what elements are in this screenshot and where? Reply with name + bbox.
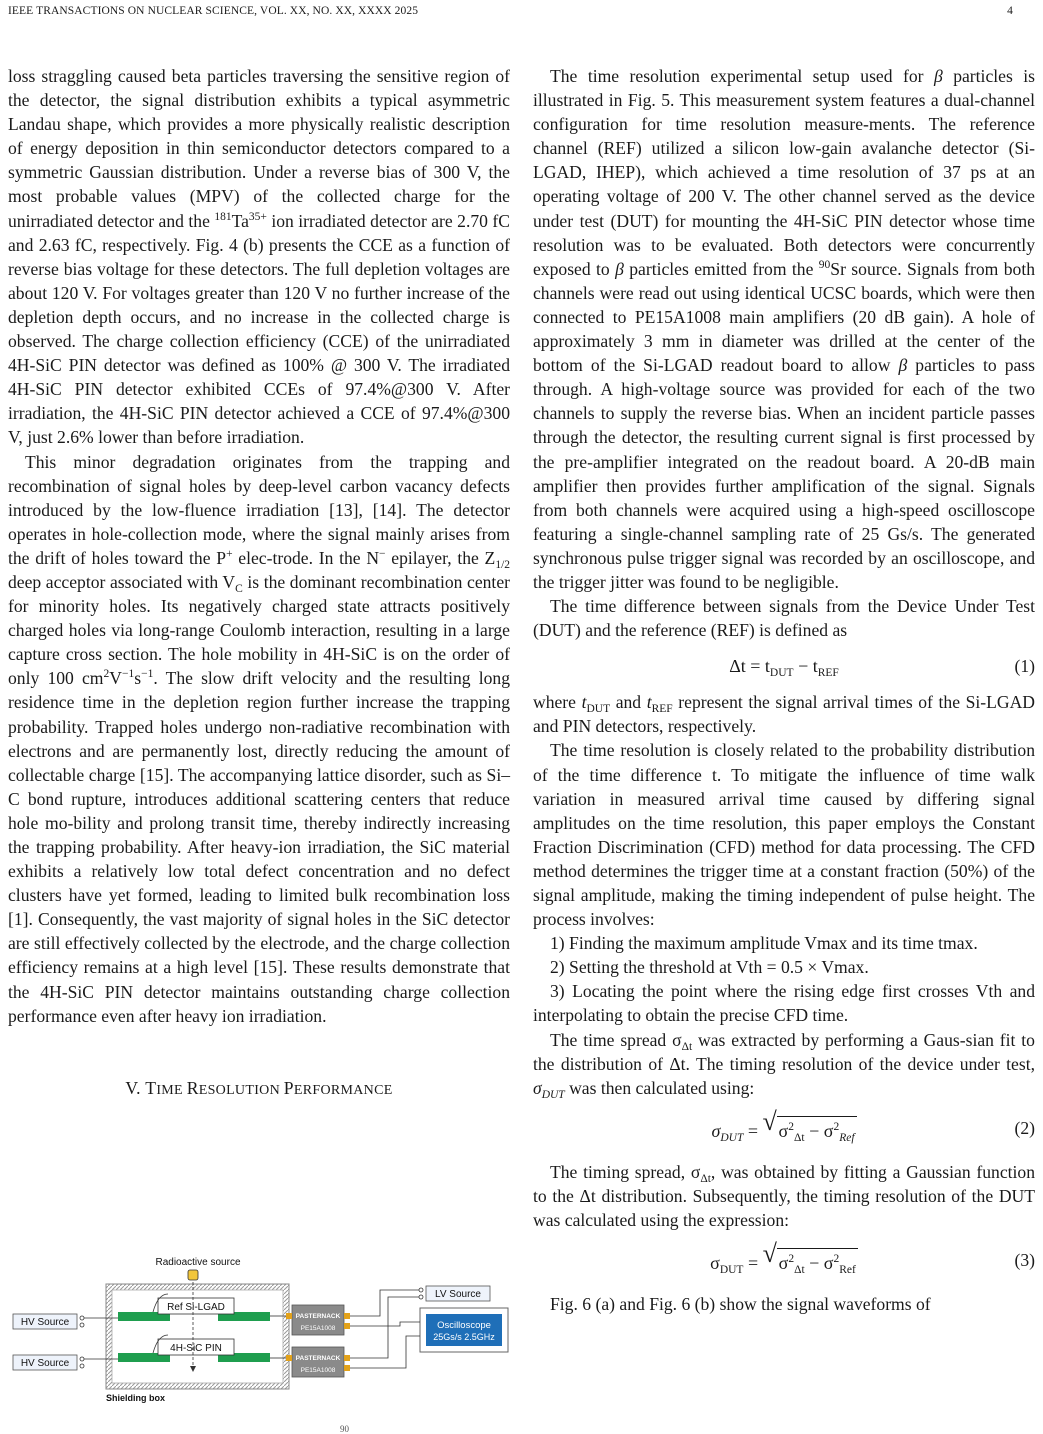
- paragraph: The time resolution is closely related to the probability distribution of the time difference t. To mitigate the influence of time walk variation in measured arrival time caused by differing signal amplitudes on the time resolution, this paper employs the Constant Fraction Discrimination (CFD) method for data processing. The CFD method determines the trigger time at a constant fraction (50%) of the signal amplitude, making the timing independent of pulse height. The process involves:: [533, 740, 1035, 930]
- amplifier-2-brand: PASTERNACK: [295, 1355, 341, 1362]
- journal-title: IEEE TRANSACTIONS ON NUCLEAR SCIENCE, VOL. XX, NO. XX, XXXX 2025: [8, 5, 419, 17]
- list-item: 3) Locating the point where the rising edge first crosses Vth and interpolating to obtain the precise CFD time.: [533, 981, 1035, 1026]
- paragraph: The time resolution experimental setup used for β particles is illustrated in Fig. 5. This measurement system features a dual-channel configuration for time resolution measure-ments. The reference channel (REF) utilized a silicon low-gain avalanche detector (Si-LGAD, IHEP), which achieved a time resolution of 37 ps at an operating voltage of 200 V. The other channel served as the device under test (DUT) for mounting the 4H-SiC PIN detector whose time resolution was to be evaluated. Both detectors were concurrently exposed to β particles emitted from the $^{90}$Sr source. Signals from both channels were read out using identical UCSC boards, which were then connected to PE15A1008 main amplifiers (20 dB gain). A hole of approximately 3 mm in diameter was drilled at the center of the bottom of the Si-LGAD readout board to allow β particles to pass through. A high-voltage source was provided for each of the two channels to supply the reverse bias. When an incident particle passes through the detector, the resulting current signal is first processed by the pre-amplifier integrated on the readout board. A 20-dB main amplifier then provides further amplification of the signal. Signals from both channels were acquired using a high-speed oscilloscope featuring a single-channel sampling rate of 25 Gs/s. The generated synchronous pulse trigger signal was recorded by an oscilloscope, and the trigger jitter was found to be negligible.: [533, 66, 1036, 592]
- amplifier-1-brand: PASTERNACK: [295, 1313, 341, 1320]
- lv-source-label: LV Source: [435, 1289, 481, 1300]
- right-column: [533, 64, 1035, 1316]
- section-heading: V. TIME RESOLUTION PERFORMANCE: [125, 1077, 393, 1098]
- equation-number: (3): [1014, 1250, 1035, 1271]
- equation-number: (2): [1014, 1117, 1035, 1138]
- paragraph: where $t_{DUT}$ and $t_{REF}$ represent the signal arrival times of the Si-LGAD and PIN detectors, respectively.: [533, 692, 1035, 737]
- equation-1: $\Delta t = t_{DUT} - t_{REF}$ (1): [729, 656, 1035, 680]
- paragraph: The time difference between signals from the Device Under Test (DUT) and the reference (REF) is defined as: [533, 596, 1035, 641]
- setup-diagram-svg: [8, 1250, 518, 1410]
- radioactive-source-icon: [188, 1270, 198, 1280]
- paragraph: The timing spread, $\sigma_{\Delta t}$, was obtained by fitting a Gaussian function to the Δt distribution. Subsequently, the timing resolution of the DUT was calculated using the expression:: [533, 1161, 1035, 1231]
- equation-2: $\sigma_{DUT}$ = √ $\sigma^2_{\Delta t} - \sigma^2_{Ref}$ (2): [711, 1106, 1035, 1144]
- hv-source-1-label: HV Source: [20, 1317, 70, 1328]
- paragraph: loss straggling caused beta particles traversing the sensitive region of the detector, the signal distribution exhibits a typical asymmetric Landau shape, which provides a more physically realistic description of energy deposition in thin semiconductor detectors compared to a symmetric Gaussian distribution. Under a reverse bias of 300 V, the most probable values (MPV) of the collected charge for the unirradiated detector and the $^{181}Ta^{35+}$ ion irradiated detector are 2.70 fC and 2.63 fC, respectively. Fig. 4 (b) presents the CCE as a function of reverse bias voltage for these detectors. The full depletion voltages are about 120 V. For voltages greater than 120 V no further increase of the depletion depth occurs, and no increase in the collected charge is observed. The charge collection efficiency (CCE) of the unirradiated 4H-SiC PIN detector was defined as 100% @ 300 V. The irradiated 4H-SiC PIN detector exhibited CCEs of 97.4%@300 V. After irradiation, the 4H-SiC PIN detector achieved a CCE of 97.4%@300 V, just 2.6% lower than before irradiation.: [8, 66, 510, 448]
- amplifier-2-model: PE15A1008: [300, 1367, 336, 1374]
- paragraph: This minor degradation originates from the trapping and recombination of signal holes by deep-level carbon vacancy defects introduced by the low-fluence irradiation [13], [14]. The detector operates in hole-collection mode, where the signal mainly arises from the drift of holes toward the P+ elec-trode. In the N− epilayer, the $Z_{1/2}$ deep acceptor associated with $V_C$ is the dominant recombination center for minority holes. Its negatively charged state attracts positively charged holes via long-range Coulomb interaction, resulting in a large capture cross section. The hole mobility in 4H-SiC is on the order of only 100 $cm^2V^{-1}s^{-1}$. The slow drift velocity and the resulting long residence time in the depletion region further increase the trapping probability. Trapped holes undergo non-radiative recombination with electrons and are permanently lost, directly reducing the amount of collectable charge [15]. The accompanying lattice disorder, such as Si–C bond rupture, introduces additional scattering centers that reduce hole mo-bility and prolong transit time, thereby indirectly increasing the trapping probability. After heavy-ion irradiation, the SiC material exhibits a relatively low total defect concentration and no defect clusters have yet formed, leading to limited bulk recombination loss [1]. Consequently, the vast majority of signal holes in the SiC detector are still effectively collected by the electrode, and the charge collection efficiency remains at a high level [15]. These results demonstrate that the 4H-SiC PIN detector maintains outstanding charge collection performance even after heavy ion irradiation.: [8, 451, 511, 1026]
- list-item: 2) Setting the threshold at Vth = 0.5 × Vmax.: [550, 957, 869, 978]
- paragraph: The time spread $\sigma_{\Delta t}$ was extracted by performing a Gaus-sian fit to the distribution of Δt. The timing resolution of the device under test, $\sigma_{DUT}$ was then calculated using:: [533, 1029, 1035, 1101]
- shielding-box-label: Shielding box: [106, 1393, 166, 1403]
- setup-diagram: [8, 1250, 518, 1410]
- oscilloscope-spec: 25Gs/s 2.5GHz: [433, 1332, 495, 1342]
- hv-source-2-label: HV Source: [20, 1358, 70, 1369]
- amplifier-1-model: PE15A1008: [300, 1325, 336, 1332]
- paragraph: Fig. 6 (a) and Fig. 6 (b) show the signal waveforms of: [550, 1294, 931, 1315]
- footer-fragment: 90: [340, 1424, 349, 1434]
- equation-number: (1): [1014, 656, 1035, 677]
- page-number: 4: [1007, 5, 1013, 17]
- list-item: 1) Finding the maximum amplitude Vmax and its time tmax.: [550, 933, 978, 954]
- left-column: [8, 64, 510, 1103]
- ref-detector-label: Ref Si-LGAD: [167, 1302, 225, 1313]
- radioactive-source-label: Radioactive source: [155, 1257, 241, 1268]
- equation-3: $\sigma_{DUT}$ = √ $\sigma^2_{\Delta t} - \sigma^2_{Ref}$ (3): [710, 1239, 1035, 1277]
- running-header: [8, 5, 1035, 21]
- dut-detector-label: 4H-SiC PIN: [170, 1343, 222, 1354]
- oscilloscope-label: Oscilloscope: [437, 1320, 491, 1331]
